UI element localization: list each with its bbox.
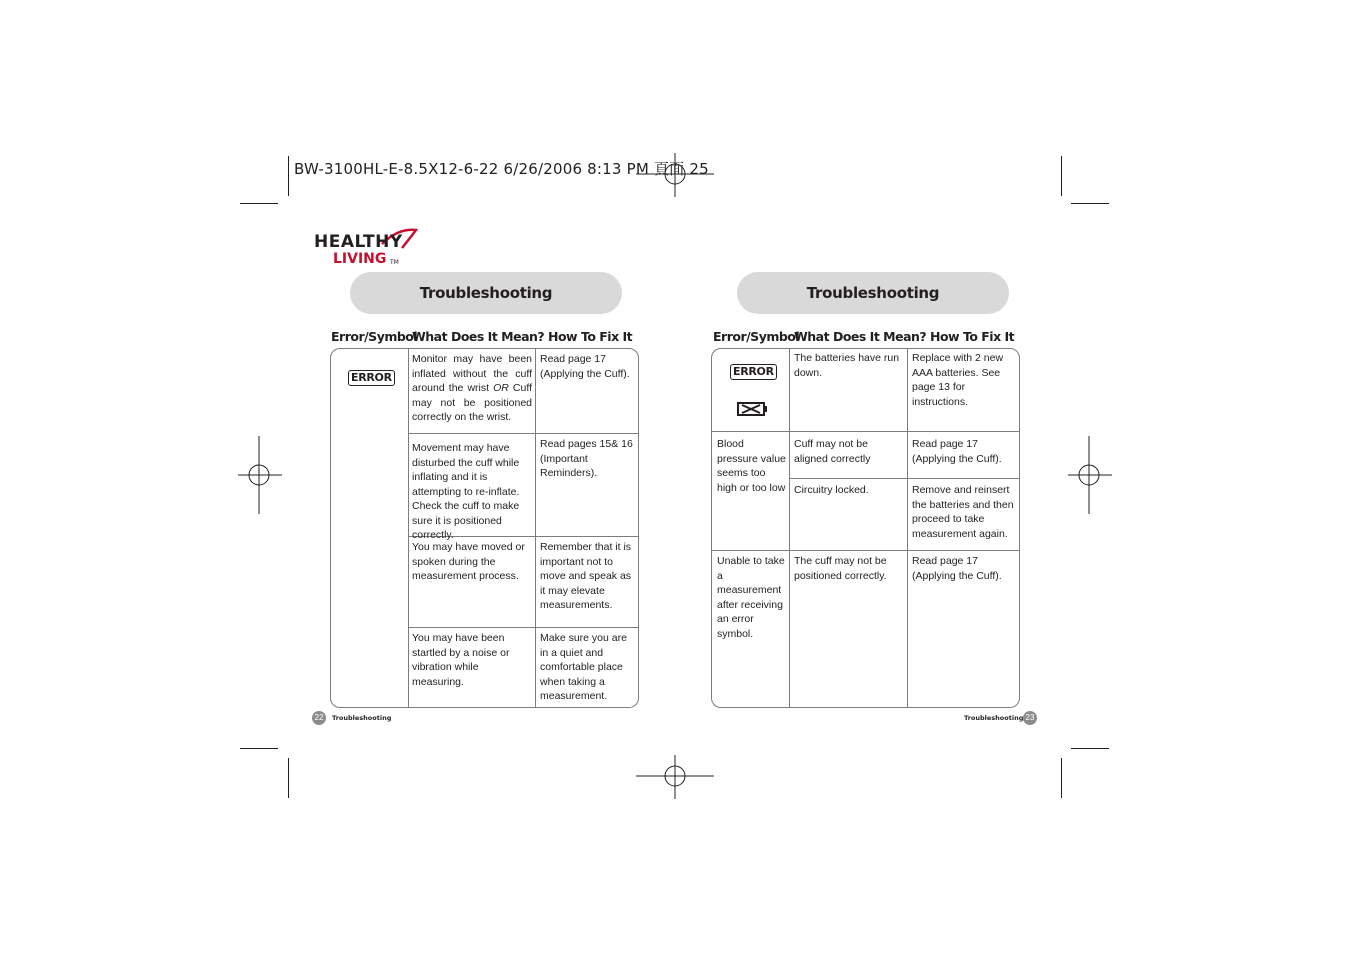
table-cell-symbol: Unable to take a measurement after receiving an error symbol. (717, 555, 785, 640)
crop-mark (240, 748, 278, 749)
table-cell-fix: Read page 17 (Applying the Cuff). (540, 353, 630, 380)
page-footer-label: Troubleshooting (332, 714, 392, 722)
row-divider (789, 478, 1019, 479)
page-number: 22 (312, 711, 326, 725)
logo-trademark: TM (390, 259, 399, 266)
error-symbol-badge: ERROR (348, 370, 395, 386)
registration-mark-icon (636, 755, 714, 799)
registration-mark-icon (1068, 436, 1112, 514)
table-cell-fix: Remove and reinsert the batteries and then proceed to take measurement again. (912, 484, 1014, 540)
column-divider (907, 349, 908, 707)
error-symbol-badge: ERROR (730, 364, 777, 380)
column-header-error-symbol: Error/Symbol (713, 329, 800, 344)
table-cell-meaning: Movement may have disturbed the cuff while inflating and it is attempting to re-inflate. Check the cuff to make sure it is positioned correctly. (412, 442, 520, 541)
table-cell-meaning: The batteries have run down. (794, 352, 900, 379)
column-divider (789, 349, 790, 707)
crop-mark (1061, 758, 1062, 798)
crop-mark (240, 203, 278, 204)
battery-empty-icon (737, 401, 769, 417)
table-cell-meaning: You may have been startled by a noise or vibration while measuring. (412, 632, 510, 688)
row-divider (408, 433, 638, 434)
table-cell-meaning: The cuff may not be positioned correctly. (794, 555, 887, 582)
column-divider (408, 349, 409, 707)
registration-mark-icon (238, 436, 282, 514)
table-cell-fix: Make sure you are in a quiet and comfortable place when taking a measurement. (540, 632, 627, 702)
logo-text-healthy: HEALTHY (314, 232, 403, 252)
crop-mark (1071, 203, 1109, 204)
row-divider (712, 431, 1019, 432)
column-divider (535, 349, 536, 707)
logo-text-living: LIVING (333, 251, 387, 267)
table-cell-fix: Read pages 15& 16 (Important Reminders). (540, 438, 633, 479)
table-cell-symbol: Blood pressure value seems too high or too low (717, 438, 786, 494)
print-slug-line: BW-3100HL-E-8.5X12-6-22 6/26/2006 8:13 PM 頁面 25 (294, 160, 709, 178)
table-cell-fix: Read page 17 (Applying the Cuff). (912, 438, 1002, 465)
crop-mark (1071, 748, 1109, 749)
column-header-error-symbol: Error/Symbol (331, 329, 418, 344)
table-cell-meaning: Cuff may not be aligned correctly (794, 438, 871, 465)
table-cell-fix: Replace with 2 new AAA batteries. See page 13 for instructions. (912, 352, 1004, 408)
table-cell-meaning: You may have moved or spoken during the measurement process. (412, 541, 525, 582)
table-cell-fix: Remember that it is important not to move and speak as it may elevate measurements. (540, 541, 632, 611)
page-title: Troubleshooting (350, 272, 622, 314)
crop-mark (288, 758, 289, 798)
crop-mark (288, 156, 289, 196)
column-header-meaning: What Does It Mean? (794, 329, 927, 344)
table-cell-fix: Read page 17 (Applying the Cuff). (912, 555, 1002, 582)
row-divider (408, 627, 638, 628)
crop-mark (1061, 156, 1062, 196)
row-divider (712, 550, 1019, 551)
page-title: Troubleshooting (737, 272, 1009, 314)
page-footer-label: Troubleshooting (964, 714, 1024, 722)
column-header-fix: How To Fix It (930, 329, 1015, 344)
table-cell-meaning: Monitor may have been inflated without the cuff around the wrist OR Cuff may not be positioned correctly on the wrist. (412, 353, 533, 423)
table-cell-meaning: Circuitry locked. (794, 484, 869, 496)
page-number: 23 (1023, 711, 1037, 725)
column-header-meaning: What Does It Mean? (412, 329, 545, 344)
column-header-fix: How To Fix It (548, 329, 633, 344)
